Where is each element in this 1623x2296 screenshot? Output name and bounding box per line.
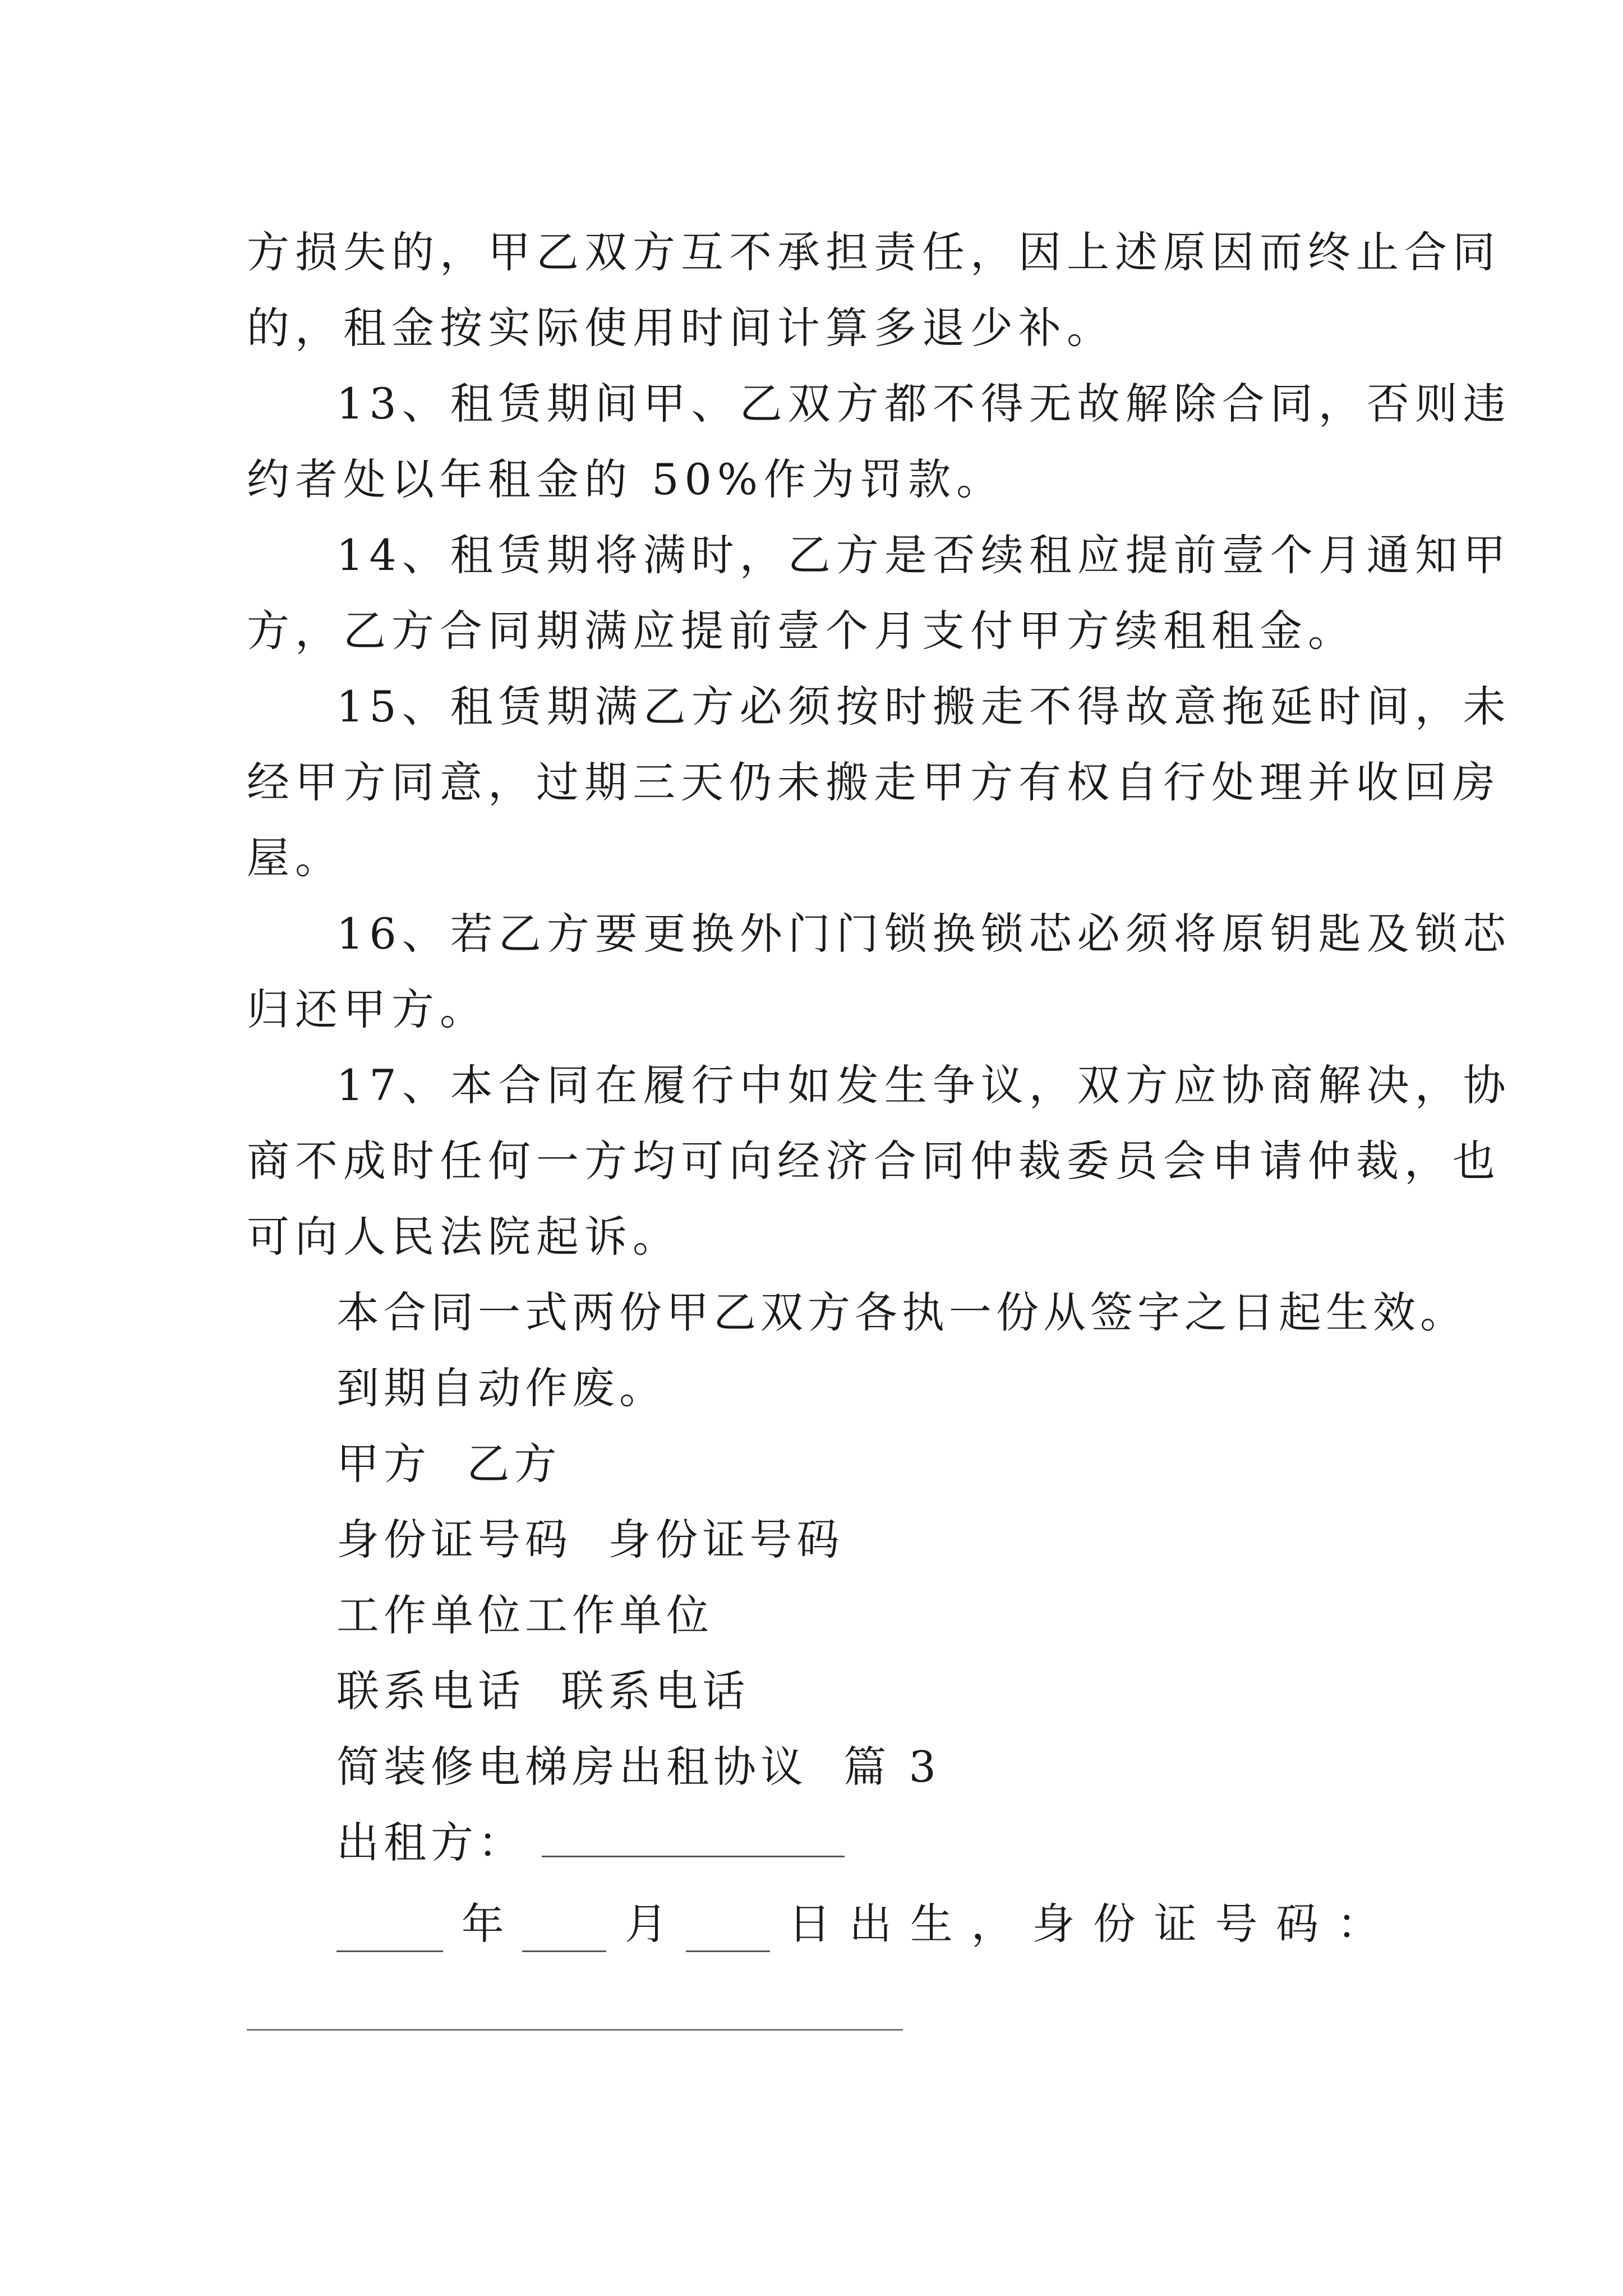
clause-13: 13、租赁期间甲、乙双方都不得无故解除合同，否则违	[336, 379, 1511, 429]
day-blank	[686, 1917, 770, 1952]
effective-clause: 本合同一式两份甲乙双方各执一份从签字之日起生效。	[336, 1287, 1467, 1337]
expiry-clause: 到期自动作废。	[336, 1363, 666, 1413]
body-line: 屋。	[247, 833, 343, 883]
body-line: 经甲方同意，过期三天仍未搬走甲方有权自行处理并收回房	[247, 757, 1501, 807]
clause-16: 16、若乙方要更换外门门锁换锁芯必须将原钥匙及锁芯	[336, 909, 1511, 959]
birth-char: 份	[1093, 1899, 1136, 1949]
day-label: 日	[788, 1899, 831, 1949]
body-line: 的，租金按实际使用时间计算多退少补。	[247, 303, 1115, 353]
body-line: 商不成时任何一方均可向经济合同仲裁委员会申请仲裁，也	[247, 1136, 1501, 1186]
lessor-label: 出租方：	[336, 1818, 525, 1867]
lessor-line	[336, 1815, 845, 1871]
signature-work-units: 工作单位工作单位	[336, 1590, 713, 1640]
signature-phones: 联系电话 联系电话	[336, 1666, 750, 1716]
body-line: 方损失的，甲乙双方互不承担责任，因上述原因而终止合同	[247, 227, 1501, 277]
birth-char: 出	[849, 1899, 892, 1949]
birth-char: 证	[1154, 1899, 1197, 1949]
birth-char: ，	[971, 1899, 1014, 1949]
birth-char: 号	[1215, 1899, 1258, 1949]
clause-17: 17、本合同在履行中如发生争议，双方应协商解决，协	[336, 1060, 1511, 1110]
body-line: 可向人民法院起诉。	[247, 1212, 681, 1262]
year-blank	[336, 1917, 443, 1952]
birth-char: 身	[1032, 1899, 1075, 1949]
clause-15: 15、租赁期满乙方必须按时搬走不得故意拖延时间，未	[336, 682, 1511, 731]
body-line: 方，乙方合同期满应提前壹个月支付甲方续租租金。	[247, 606, 1356, 656]
year-label: 年	[461, 1899, 504, 1949]
lessor-blank	[542, 1822, 845, 1857]
section-heading: 简装修电梯房出租协议 篇 3	[336, 1742, 940, 1792]
birth-char: ：	[1336, 1899, 1380, 1949]
month-label: 月	[625, 1899, 668, 1949]
signature-id-numbers: 身份证号码 身份证号码	[336, 1515, 844, 1565]
birth-char: 生	[910, 1899, 953, 1949]
month-blank	[522, 1917, 606, 1952]
clause-14: 14、租赁期将满时，乙方是否续租应提前壹个月通知甲	[336, 530, 1511, 580]
body-line: 约者处以年租金的 50%作为罚款。	[247, 454, 1005, 504]
birth-char: 码	[1276, 1899, 1319, 1949]
signature-parties: 甲方 乙方	[336, 1439, 561, 1489]
body-line: 归还甲方。	[247, 984, 488, 1034]
birth-line	[336, 1896, 1380, 1952]
id-number-blank	[247, 2029, 903, 2031]
